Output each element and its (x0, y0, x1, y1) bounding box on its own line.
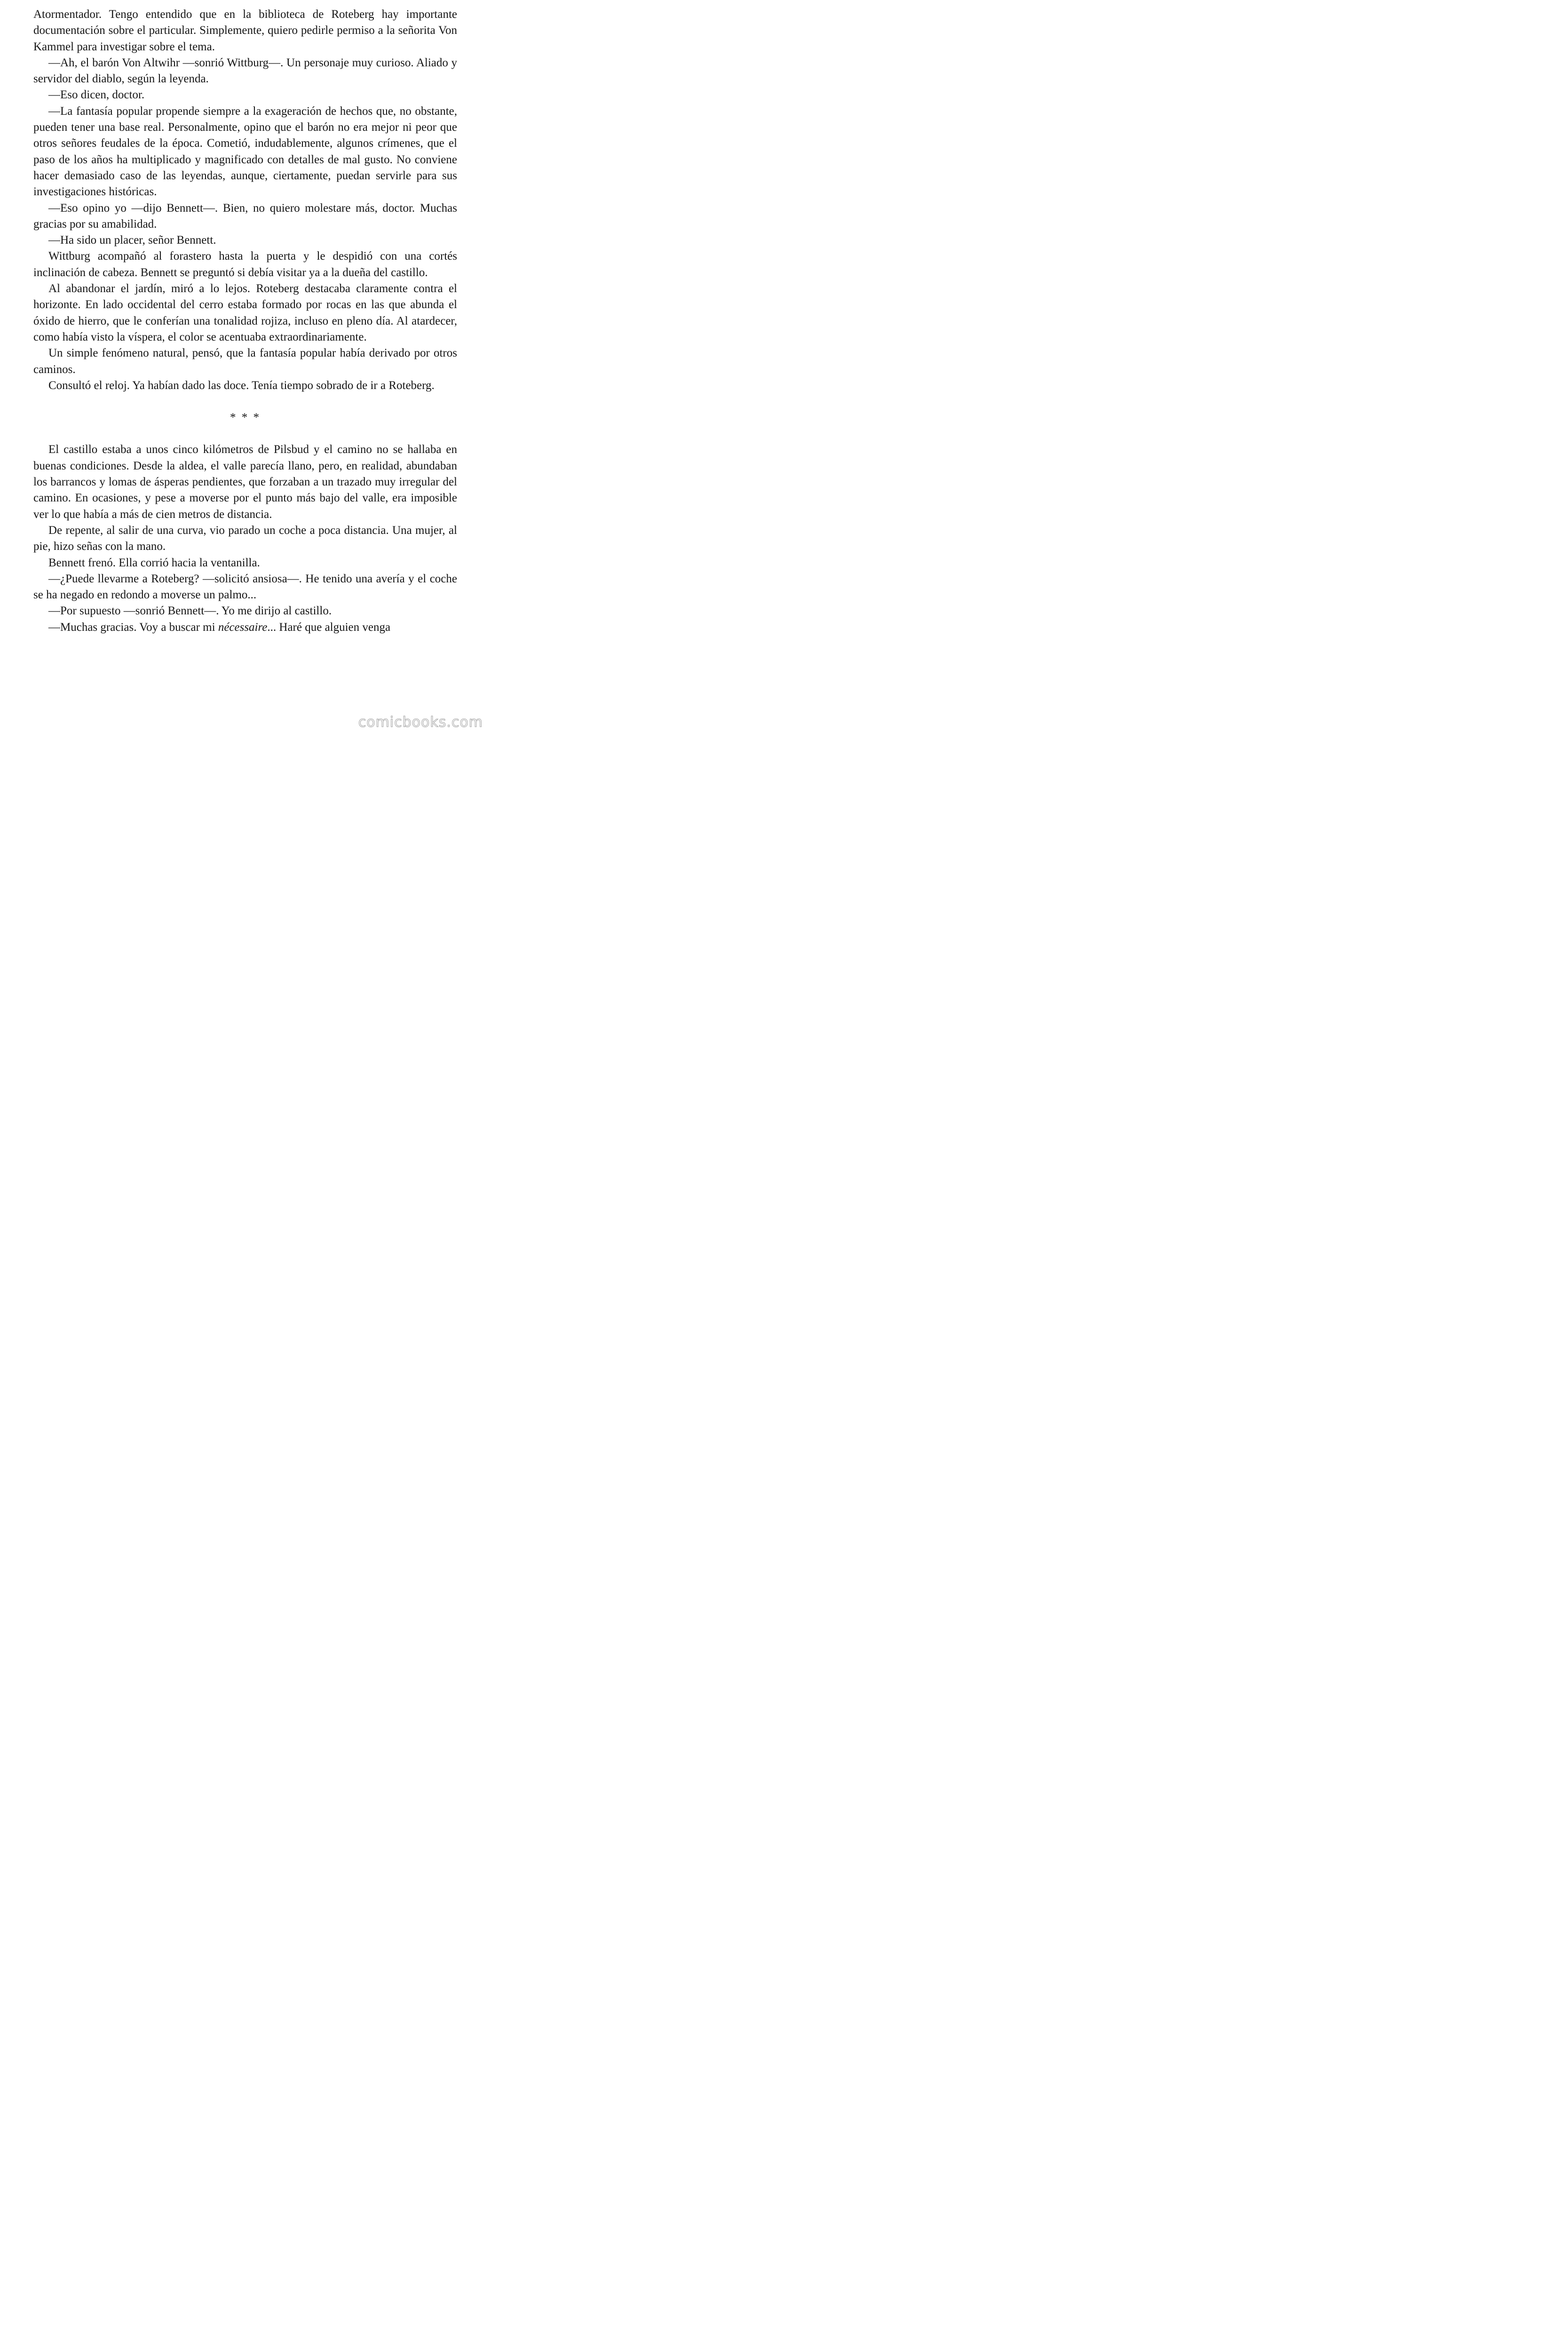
paragraph-16-text-end: ... Haré que alguien venga (267, 620, 391, 634)
paragraph-2: —Ah, el barón Von Altwihr —sonrió Wittburg—. Un personaje muy curioso. Aliado y servidor del diablo, según la leyenda. (33, 56, 457, 86)
watermark: comicbooks.com (358, 714, 483, 731)
paragraph-3: —Eso dicen, doctor. (48, 88, 145, 102)
book-page (33, 7, 457, 636)
paragraph-9: Un simple fenómeno natural, pensó, que la fantasía popular había derivado por otros caminos. (33, 347, 457, 376)
paragraph-4: —La fantasía popular propende siempre a la exageración de hechos que, no obstante, pueden tener una base real. Personalmente, opino que el barón no era mejor ni peor que otros señores feudales de la época. Cometió, indudablemente, algunos crímenes, que el paso de los años ha multiplicado y magnificado con detalles de mal gusto. No conviene hacer demasiado caso de las leyendas, aunque, ciertamente, puedan servirle para sus investigaciones históricas. (33, 104, 457, 199)
paragraph-6: —Ha sido un placer, señor Bennett. (48, 234, 216, 247)
paragraph-8: Al abandonar el jardín, miró a lo lejos. Roteberg destacaba claramente contra el horizonte. En lado occidental del cerro estaba formado por rocas en las que abunda el óxido de hierro, que le conferían una tonalidad rojiza, incluso en pleno día. Al atardecer, como había visto la víspera, el color se acentuaba extraordinariamente. (33, 282, 457, 343)
paragraph-11: El castillo estaba a unos cinco kilómetros de Pilsbud y el camino no se hallaba en buenas condiciones. Desde la aldea, el valle parecía llano, pero, en realidad, abundaban los barrancos y lomas de ásperas pendientes, que forzaban a un trazado muy irregular del camino. En ocasiones, y pese a moverse por el punto más bajo del valle, era imposible ver lo que había a más de cien metros de distancia. (33, 443, 457, 521)
paragraph-10: Consultó el reloj. Ya habían dado las doce. Tenía tiempo sobrado de ir a Roteberg. (48, 379, 435, 392)
paragraph-12: De repente, al salir de una curva, vio parado un coche a poca distancia. Una mujer, al pie, hizo señas con la mano. (33, 524, 457, 553)
scene-separator: * * * (230, 411, 261, 424)
paragraph-16 (33, 620, 457, 636)
paragraph-16-italic-word: nécessaire (218, 620, 268, 634)
paragraph-1: Atormentador. Tengo entendido que en la biblioteca de Roteberg hay importante documentación sobre el particular. Simplemente, quiero pedirle permiso a la señorita Von Kammel para investigar sobre el tema. (33, 8, 457, 53)
paragraph-15: —Por supuesto —sonrió Bennett—. Yo me dirijo al castillo. (48, 604, 332, 618)
paragraph-7: Wittburg acompañó al forastero hasta la puerta y le despidió con una cortés inclinación de cabeza. Bennett se preguntó si debía visitar ya a la dueña del castillo. (33, 250, 457, 279)
paragraph-5: —Eso opino yo —dijo Bennett—. Bien, no quiero molestare más, doctor. Muchas gracias por su amabilidad. (33, 201, 457, 230)
paragraph-14: —¿Puede llevarme a Roteberg? —solicitó ansiosa—. He tenido una avería y el coche se ha negado en redondo a moverse un palmo... (33, 572, 457, 602)
paragraph-13: Bennett frenó. Ella corrió hacia la ventanilla. (48, 556, 260, 569)
paragraph-16-text-start: —Muchas gracias. Voy a buscar mi (48, 620, 218, 634)
